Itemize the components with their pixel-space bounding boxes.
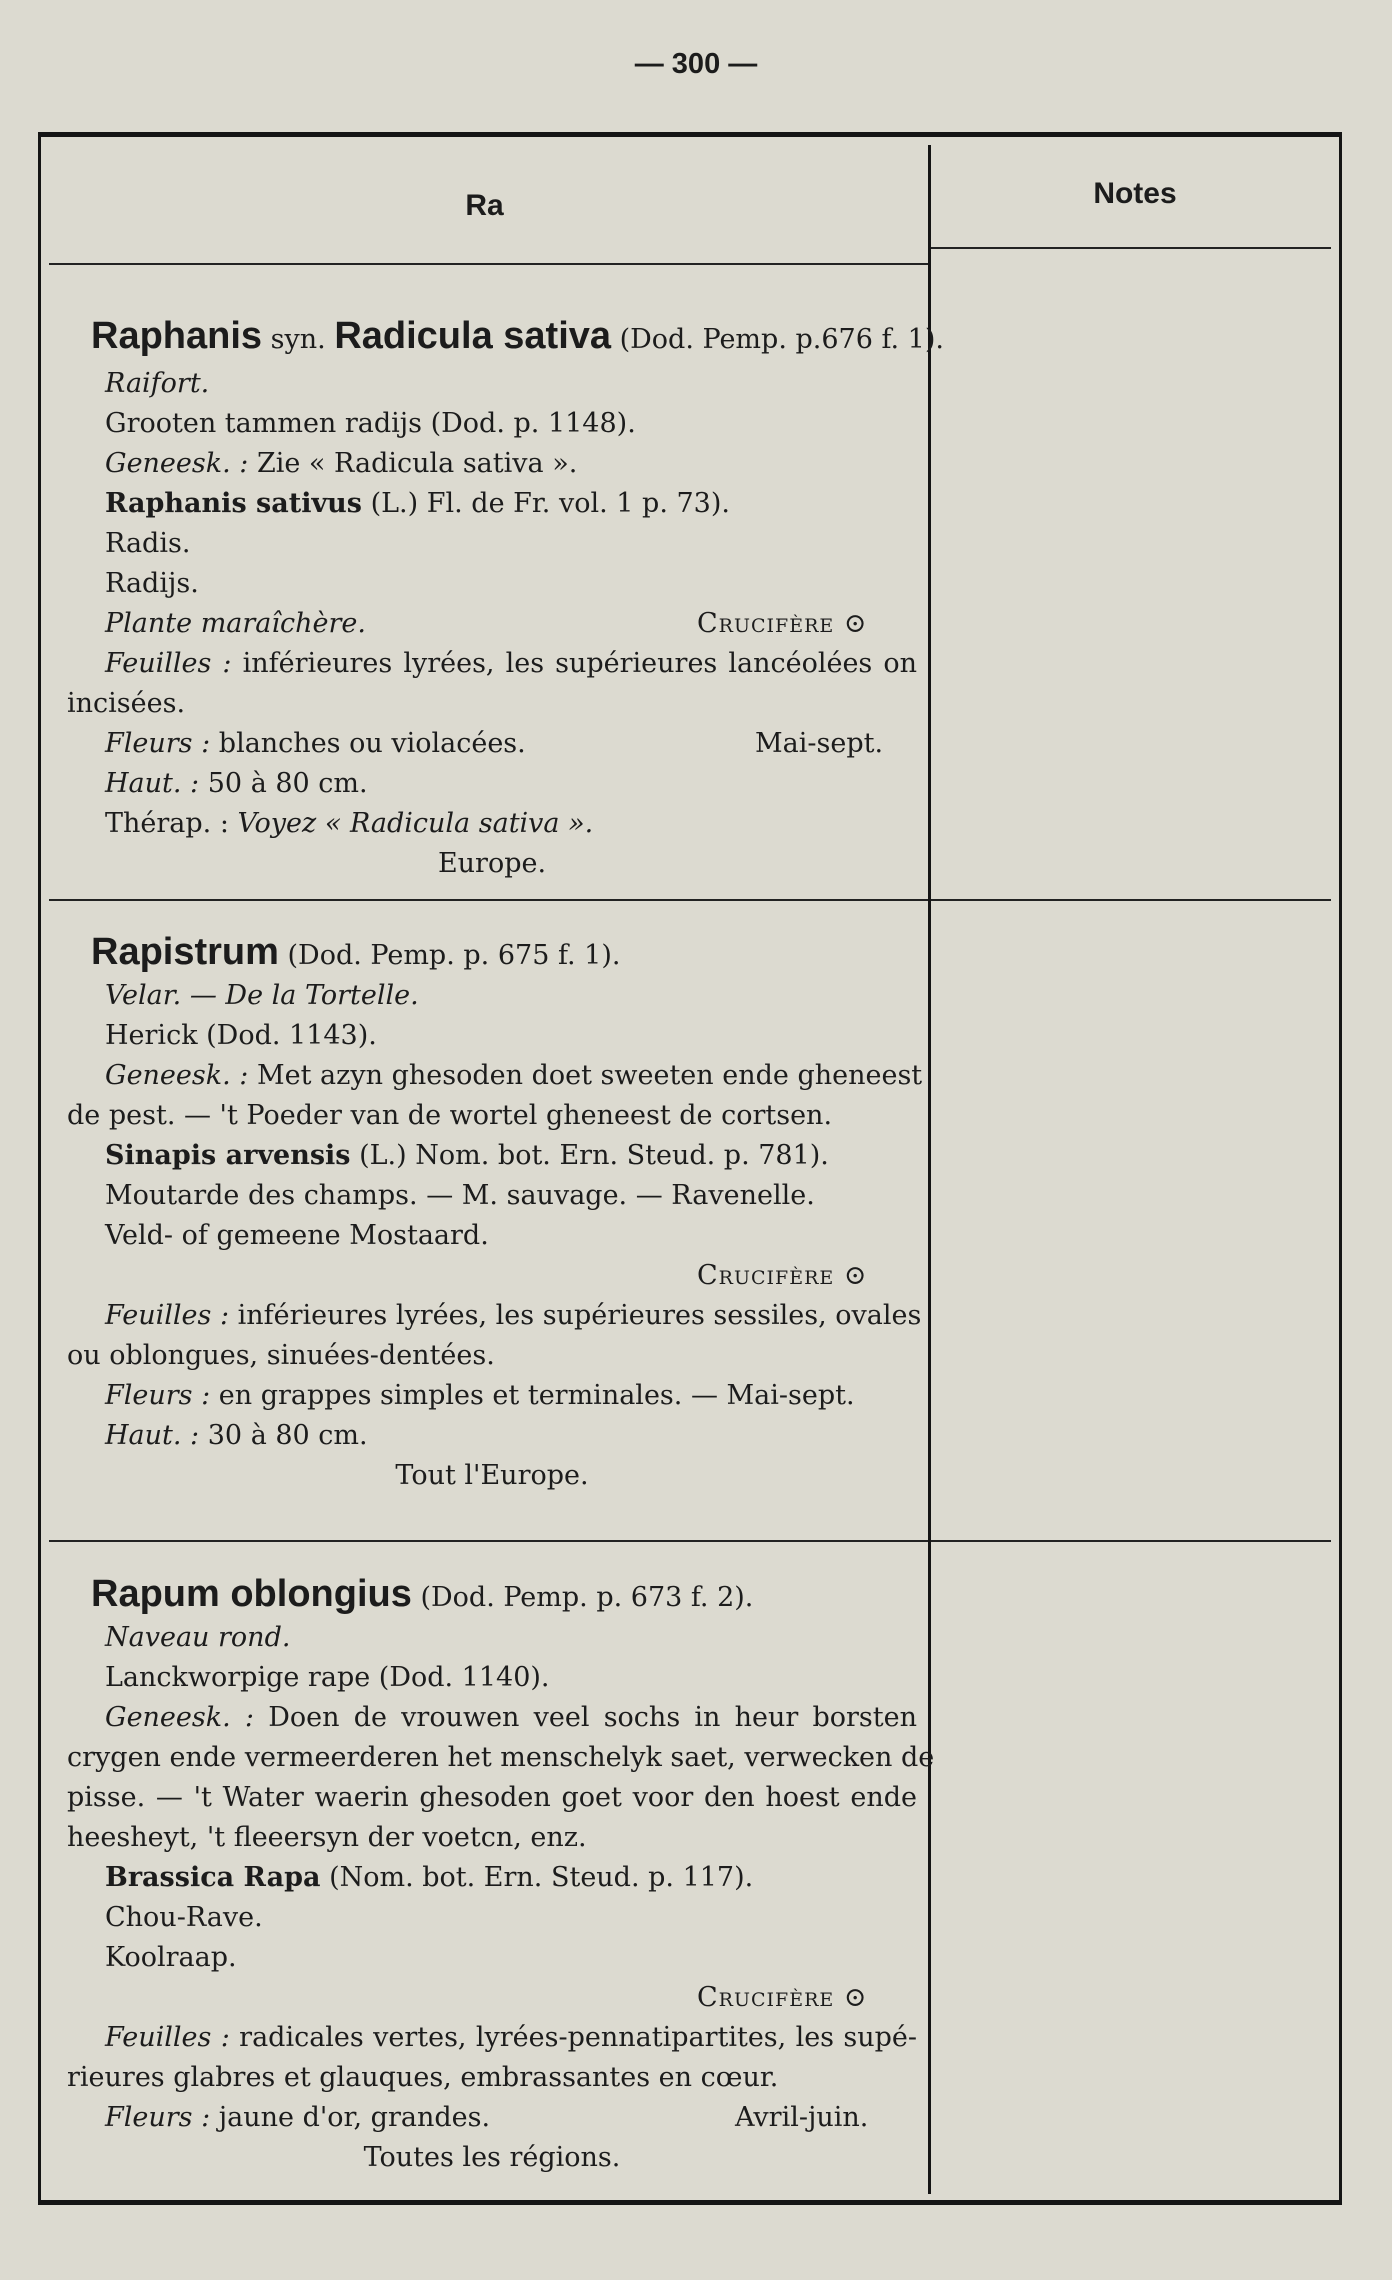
entry-ref: (Dod. Pemp. p.676 f. 1). <box>619 324 944 355</box>
nl-common-name: Koolraap. <box>105 1942 237 1973</box>
entry-heading <box>91 315 944 357</box>
row-rule-left <box>49 899 928 901</box>
fr-common-name: Radis. <box>105 528 191 559</box>
leaves-line-cont: rieures glabres et glauques, embrassantes en cœur. <box>67 2062 779 2093</box>
flowers-line: Fleurs : jaune d'or, grandes. <box>105 2102 491 2133</box>
leaves-line-cont: ou oblongues, sinuées-dentées. <box>67 1340 495 1371</box>
entry-ref: (Dod. Pemp. p. 673 f. 2). <box>420 1582 754 1613</box>
latin-name: Sinapis arvensis (L.) Nom. bot. Ern. Steud. p. 781). <box>105 1140 829 1171</box>
leaves-line: Feuilles : radicales vertes, lyrées-pennatipartites, les supé- <box>105 2022 918 2053</box>
geneesk-line-cont: crygen ende vermeerderen het menschelyk saet, verwecken de <box>67 1742 935 1773</box>
flowers-line: Fleurs : en grappes simples et terminales. — Mai-sept. <box>105 1380 855 1411</box>
entry-title: Raphanis <box>91 315 263 357</box>
nl-common-name: Veld- of gemeene Mostaard. <box>105 1220 489 1251</box>
entry-raphanis <box>67 315 944 899</box>
geneesk-line-cont: de pest. — 't Poeder van de wortel gheneest de cortsen. <box>67 1100 833 1131</box>
header-rule-left <box>49 263 928 265</box>
page-number: — 300 — <box>634 48 758 80</box>
latin-name: Raphanis sativus (L.) Fl. de Fr. vol. 1 p. 73). <box>105 488 730 519</box>
entry-heading <box>91 1573 754 1615</box>
geneesk-line-cont: heesheyt, 't fleeersyn der voetcn, enz. <box>67 1822 587 1853</box>
latin-name: Brassica Rapa (Nom. bot. Ern. Steud. p. 117). <box>105 1862 754 1893</box>
geneesk-line: Geneesk. : Zie « Radicula sativa ». <box>105 448 578 479</box>
entry-title: Rapistrum <box>91 931 279 973</box>
flowers-line: Fleurs : blanches ou violacées. <box>105 728 526 759</box>
region: Toutes les régions. <box>363 2142 621 2173</box>
entry-heading <box>91 931 621 973</box>
french-name: Raifort. <box>105 368 210 399</box>
height-line: Haut. : 30 à 80 cm. <box>105 1420 368 1451</box>
dutch-name: Herick (Dod. 1143). <box>105 1020 377 1051</box>
fr-common-name: Moutarde des champs. — M. sauvage. — Ravenelle. <box>105 1180 815 1211</box>
entry-rapum-oblongius <box>67 1573 935 2197</box>
fr-common-name: Chou-Rave. <box>105 1902 263 1933</box>
row-rule-right <box>931 1540 1331 1542</box>
entry-ref: (Dod. Pemp. p. 675 f. 1). <box>287 940 621 971</box>
geneesk-line: Geneesk. : Doen de vrouwen veel sochs in heur borsten <box>105 1702 917 1733</box>
therapy-line: Thérap. : Voyez « Radicula sativa ». <box>105 808 594 839</box>
nl-common-name: Radijs. <box>105 568 199 599</box>
table-frame <box>38 132 1342 2205</box>
column-divider <box>928 145 931 2194</box>
plant-family: Crucifère ⊙ <box>697 1260 868 1291</box>
plant-family: Crucifère ⊙ <box>697 608 868 639</box>
entry-title-synonym: Radicula sativa <box>334 315 612 357</box>
region: Tout l'Europe. <box>395 1460 589 1491</box>
column-header-ra: Ra <box>465 189 504 222</box>
geneesk-line-cont: pisse. — 't Water waerin ghesoden goet voor den hoest ende <box>67 1782 917 1813</box>
flowering-period: Avril-juin. <box>735 2102 869 2133</box>
dutch-name: Grooten tammen radijs (Dod. p. 1148). <box>105 408 636 439</box>
row-rule-right <box>931 899 1331 901</box>
entry-rapistrum <box>67 931 923 1535</box>
leaves-line: Feuilles : inférieures lyrées, les supérieures lancéolées on <box>105 648 917 679</box>
plant-family: Crucifère ⊙ <box>697 1982 868 2013</box>
leaves-line-cont: incisées. <box>67 688 186 719</box>
header-rule-right <box>931 247 1331 249</box>
french-name: Naveau rond. <box>105 1622 291 1653</box>
row-rule-left <box>49 1540 928 1542</box>
entry-syn: syn. <box>270 324 326 355</box>
entry-title: Rapum oblongius <box>91 1573 412 1615</box>
flowering-period: Mai-sept. <box>755 728 884 759</box>
region: Europe. <box>437 848 547 879</box>
geneesk-line: Geneesk. : Met azyn ghesoden doet sweeten ende gheneest <box>105 1060 923 1091</box>
height-line: Haut. : 50 à 80 cm. <box>105 768 368 799</box>
dutch-name: Lanckworpige rape (Dod. 1140). <box>105 1662 550 1693</box>
leaves-line: Feuilles : inférieures lyrées, les supérieures sessiles, ovales <box>105 1300 922 1331</box>
column-header-notes: Notes <box>1093 177 1177 210</box>
french-name: Velar. — De la Tortelle. <box>105 980 419 1011</box>
plant-type: Plante maraîchère. <box>105 608 366 639</box>
